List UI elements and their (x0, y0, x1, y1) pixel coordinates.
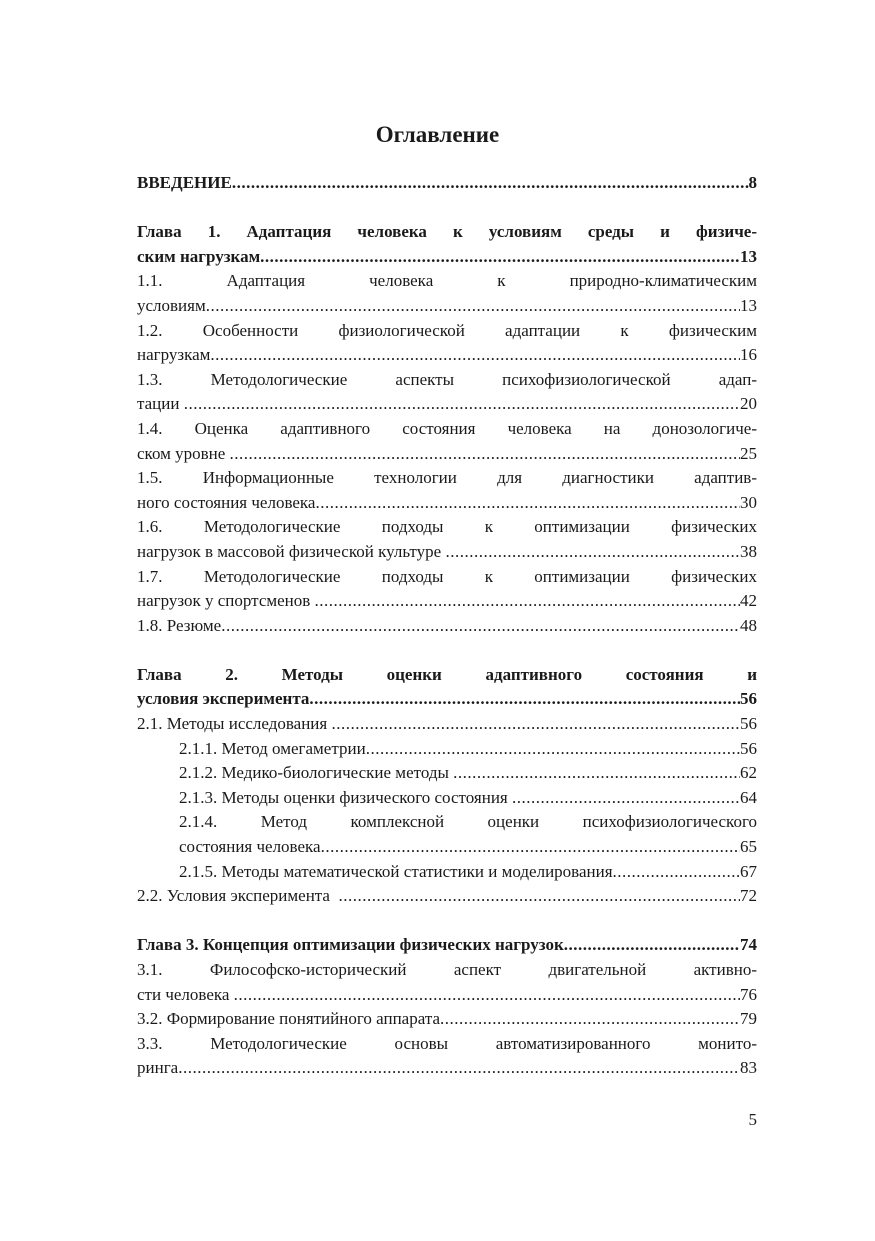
toc-entry-leader-line (179, 835, 757, 860)
toc-entry (137, 933, 757, 958)
toc-entry-page-number: 56 (740, 738, 757, 758)
toc-entry-leader-line (179, 761, 757, 786)
toc-entry-title-line: 1.2. Особенности физиологической адаптации к физическим (137, 320, 757, 340)
toc-entry-leader-line (137, 884, 757, 909)
page-number: 5 (748, 1110, 757, 1129)
dot-leader (366, 737, 740, 762)
toc-entry-title: 1.8. Резюме (137, 615, 222, 635)
toc-entry-title: 2.1.2. Медико-биологические методы (179, 763, 454, 783)
toc-entry-title: ском уровне (137, 443, 230, 463)
dot-leader (184, 392, 740, 417)
toc-entry-leader-line (137, 245, 757, 270)
toc-entry-title: 3.2. Формирование понятийного аппарата (137, 1009, 441, 1029)
toc-entry-leader-line (137, 1056, 757, 1081)
toc-entry-leader-line (137, 442, 757, 467)
toc-entry-page-number: 38 (740, 541, 757, 561)
toc-entry-leader-line (137, 687, 757, 712)
dot-leader (206, 294, 740, 319)
toc-entry (137, 269, 757, 318)
dot-leader (445, 540, 740, 565)
toc-entry-title-line: 1.4. Оценка адаптивного состояния человека на донозологиче- (137, 418, 757, 438)
toc-entry-page-number: 62 (740, 763, 757, 783)
toc-entry-title: 2.1.5. Методы математической статистики и моделирования (179, 861, 613, 881)
table-of-contents (137, 171, 757, 1081)
dot-leader (221, 614, 740, 639)
toc-entry-page-number: 8 (748, 173, 757, 192)
toc-entry-page-number: 72 (740, 886, 757, 906)
toc-entry (137, 565, 757, 614)
toc-entry-page-number: 79 (740, 1009, 757, 1029)
dot-leader (613, 860, 740, 885)
toc-entry (137, 171, 757, 196)
toc-entry-leader-line (179, 737, 757, 762)
dot-leader (260, 245, 740, 270)
toc-entry-title-line: 1.6. Методологические подходы к оптимизации физических (137, 517, 757, 537)
dot-leader (331, 712, 740, 737)
toc-entry-page-number: 16 (740, 345, 757, 365)
toc-entry-title-line: 3.3. Методологические основы автоматизированного монито- (137, 1033, 757, 1053)
toc-entry-title-line: 1.5. Информационные технологии для диагностики адаптив- (137, 468, 757, 488)
dot-leader (338, 884, 740, 909)
toc-entry-leader-line (137, 589, 757, 614)
toc-entry-leader-line (137, 392, 757, 417)
toc-entry-page-number: 64 (740, 787, 757, 807)
toc-entry-title-line: 1.3. Методологические аспекты психофизиологической адап- (137, 369, 757, 389)
toc-entry-title: нагрузок у спортсменов (137, 591, 315, 611)
toc-entry-leader-line (137, 491, 757, 516)
page-title: Оглавление (375, 122, 500, 147)
dot-leader (210, 343, 740, 368)
toc-entry-page-number: 48 (740, 615, 757, 635)
toc-entry-page-number: 42 (740, 591, 757, 611)
dot-leader (234, 983, 740, 1008)
toc-entry (137, 958, 757, 1007)
toc-entry-title: 2.1.3. Методы оценки физического состояния (179, 787, 512, 807)
toc-entry-leader-line (137, 343, 757, 368)
toc-entry-title: ринга (137, 1058, 179, 1078)
dot-leader (315, 491, 740, 516)
toc-entry (137, 220, 757, 269)
toc-entry-page-number: 67 (740, 861, 757, 881)
dot-leader (512, 786, 740, 811)
toc-entry-leader-line (137, 294, 757, 319)
toc-entry-page-number: 56 (740, 714, 757, 734)
toc-entry-page-number: 30 (740, 492, 757, 512)
toc-entry-page-number: 56 (740, 689, 757, 709)
dot-leader (440, 1007, 740, 1032)
dot-leader (321, 835, 740, 860)
dot-leader (230, 442, 740, 467)
toc-entry-title: нагрузок в массовой физической культуре (137, 541, 446, 561)
toc-entry (137, 810, 757, 859)
toc-entry-leader-line (179, 786, 757, 811)
toc-entry-title: Глава 3. Концепция оптимизации физических нагрузок (137, 935, 564, 955)
toc-entry-title: ским нагрузкам (137, 246, 261, 266)
dot-leader (453, 761, 740, 786)
toc-entry (137, 761, 757, 786)
toc-entry (137, 1007, 757, 1032)
toc-entry-leader-line (137, 712, 757, 737)
toc-entry (137, 614, 757, 639)
toc-entry-leader-line (137, 540, 757, 565)
dot-leader (315, 589, 740, 614)
toc-entry-title: тации (137, 394, 184, 414)
toc-entry (137, 319, 757, 368)
toc-entry-title-line: Глава 2. Методы оценки адаптивного состояния и (137, 664, 757, 684)
toc-entry (137, 786, 757, 811)
toc-entry-page-number: 13 (740, 295, 757, 315)
toc-entry-title: сти человека (137, 984, 234, 1004)
toc-entry (137, 1032, 757, 1081)
toc-entry-title: 2.1.1. Метод омегаметрии (179, 738, 366, 758)
toc-entry-title: ного состояния человека (137, 492, 316, 512)
toc-entry-leader-line (137, 933, 757, 958)
toc-entry-page-number: 25 (740, 443, 757, 463)
toc-entry-title: 2.2. Условия эксперимента (137, 886, 339, 906)
toc-entry-title: состояния человека (179, 837, 321, 857)
toc-entry-page-number: 83 (740, 1058, 757, 1078)
toc-entry (137, 737, 757, 762)
toc-entry-leader-line (137, 1007, 757, 1032)
toc-entry-title-line: 1.1. Адаптация человека к природно-климатическим (137, 271, 757, 291)
toc-entry-title-line: Глава 1. Адаптация человека к условиям среды и физиче- (137, 222, 757, 242)
toc-entry (137, 368, 757, 417)
toc-entry-title: ВВЕДЕНИЕ (137, 173, 232, 192)
toc-entry-leader-line (179, 860, 757, 885)
dot-leader (178, 1056, 740, 1081)
toc-entry-title: нагрузкам (137, 345, 211, 365)
toc-entry (137, 466, 757, 515)
toc-entry-leader-line (137, 614, 757, 639)
toc-entry (137, 663, 757, 712)
dot-leader (564, 933, 740, 958)
toc-entry (137, 860, 757, 885)
toc-entry-page-number: 74 (740, 935, 757, 955)
toc-entry-page-number: 76 (740, 984, 757, 1004)
toc-entry-leader-line (137, 983, 757, 1008)
toc-entry-title: 2.1. Методы исследования (137, 714, 332, 734)
toc-entry (137, 884, 757, 909)
toc-entry-title-line: 2.1.4. Метод комплексной оценки психофизиологического (179, 812, 757, 832)
toc-entry-title-line: 1.7. Методологические подходы к оптимизации физических (137, 566, 757, 586)
toc-entry (137, 712, 757, 737)
dot-leader (309, 687, 740, 712)
toc-entry-page-number: 65 (740, 837, 757, 857)
dot-leader (232, 171, 749, 196)
toc-entry-page-number: 20 (740, 394, 757, 414)
toc-entry-title-line: 3.1. Философско-исторический аспект двигательной активно- (137, 960, 757, 979)
toc-entry-leader-line (137, 171, 757, 196)
toc-entry (137, 417, 757, 466)
toc-entry-title: условия эксперимента (137, 689, 310, 709)
toc-entry (137, 515, 757, 564)
toc-entry-page-number: 13 (740, 246, 757, 266)
toc-entry-title: условиям (137, 295, 206, 315)
